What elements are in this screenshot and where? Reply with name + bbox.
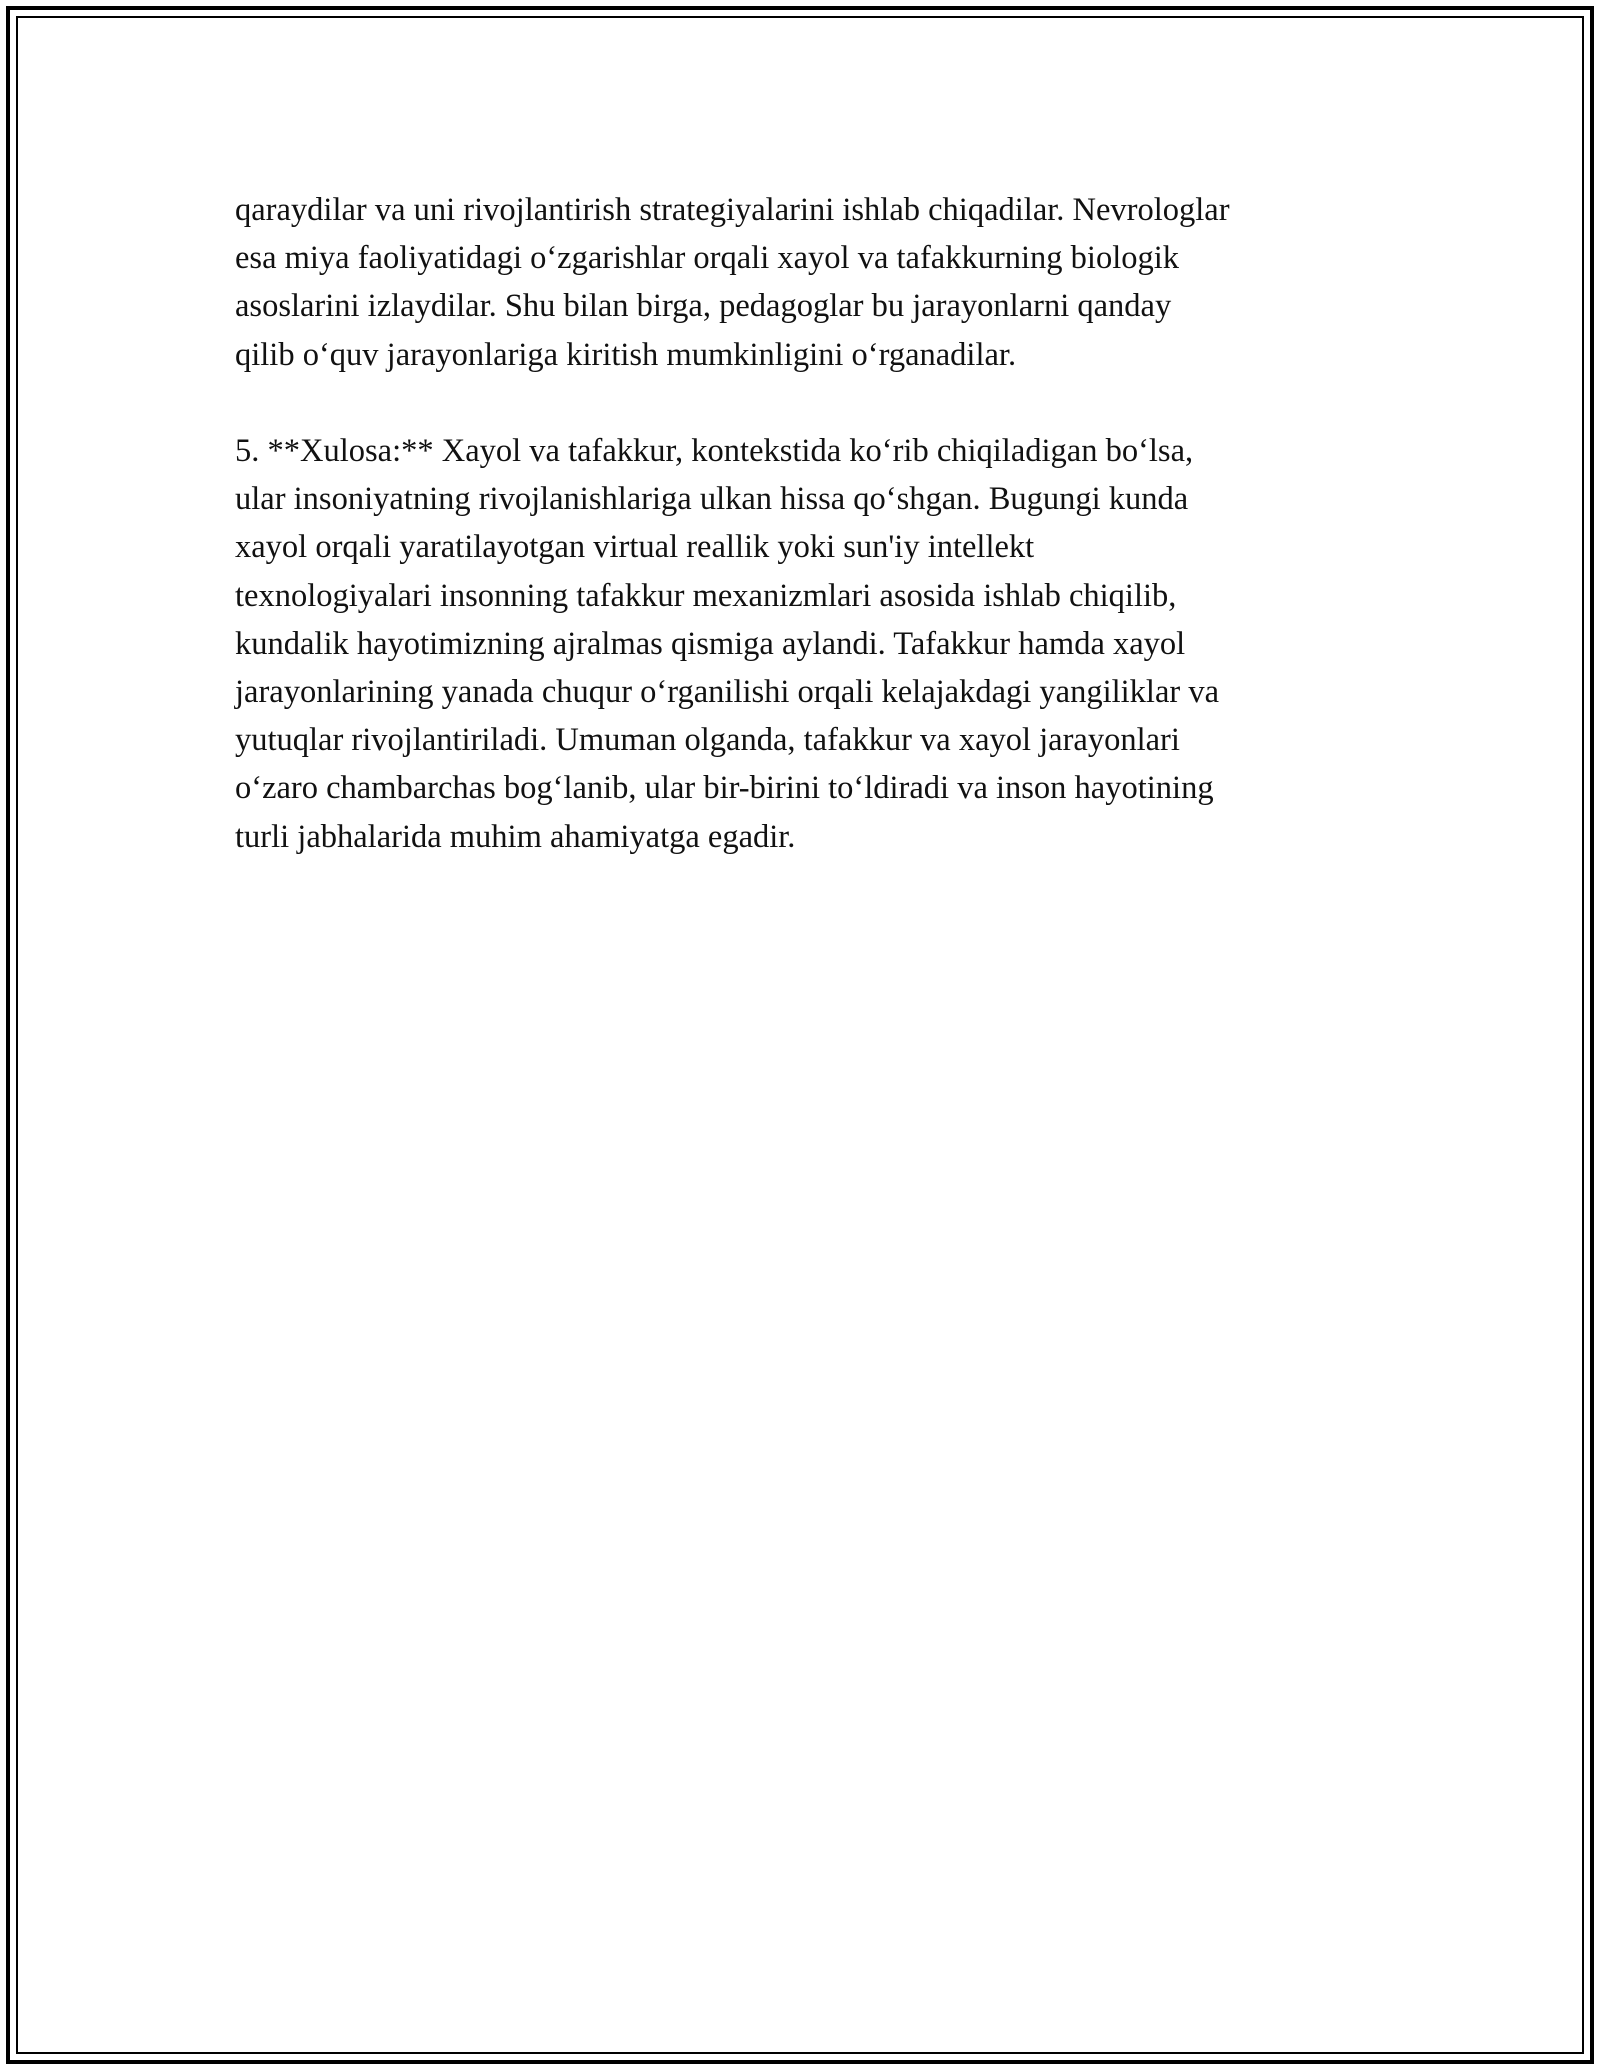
text-line: esa miya faoliyatidagi o‘zgarishlar orqali xayol va tafakkurning biologik — [235, 240, 1180, 277]
text-line: kundalik hayotimizning ajralmas qismiga aylandi. Tafakkur hamda xayol — [235, 625, 1186, 662]
text-line: qilib o‘quv jarayonlariga kiritish mumkinligini o‘rganadilar. — [235, 336, 1017, 373]
document-body — [235, 186, 1365, 861]
paragraph-continuation — [235, 186, 1365, 379]
text-line: texnologiyalari insonning tafakkur mexanizmlari asosida ishlab chiqilib, — [235, 577, 1177, 614]
text-line: qaraydilar va uni rivojlantirish strategiyalarini ishlab chiqadilar. Nevrologlar — [235, 192, 1230, 228]
text-line: xayol orqali yaratilayotgan virtual reallik yoki sun'iy intellekt — [235, 529, 1035, 566]
text-line: turli jabhalarida muhim ahamiyatga egadir. — [235, 818, 796, 855]
text-line: asoslarini izlaydilar. Shu bilan birga, pedagoglar bu jarayonlarni qanday — [235, 288, 1172, 325]
text-line: ular insoniyatning rivojlanishlariga ulkan hissa qo‘shgan. Bugungi kunda — [235, 481, 1189, 518]
paragraph-conclusion — [235, 427, 1365, 861]
text-line: 5. **Xulosa:** Xayol va tafakkur, kontekstida ko‘rib chiqiladigan bo‘lsa, — [235, 433, 1194, 469]
text-line: yutuqlar rivojlantiriladi. Umuman olganda, tafakkur va xayol jarayonlari — [235, 722, 1180, 759]
paragraph-gap — [235, 379, 1365, 427]
text-line: o‘zaro chambarchas bog‘lanib, ular bir-birini to‘ldiradi va inson hayotining — [235, 770, 1214, 807]
text-line: jarayonlarining yanada chuqur o‘rganilishi orqali kelajakdagi yangiliklar va — [235, 674, 1219, 711]
